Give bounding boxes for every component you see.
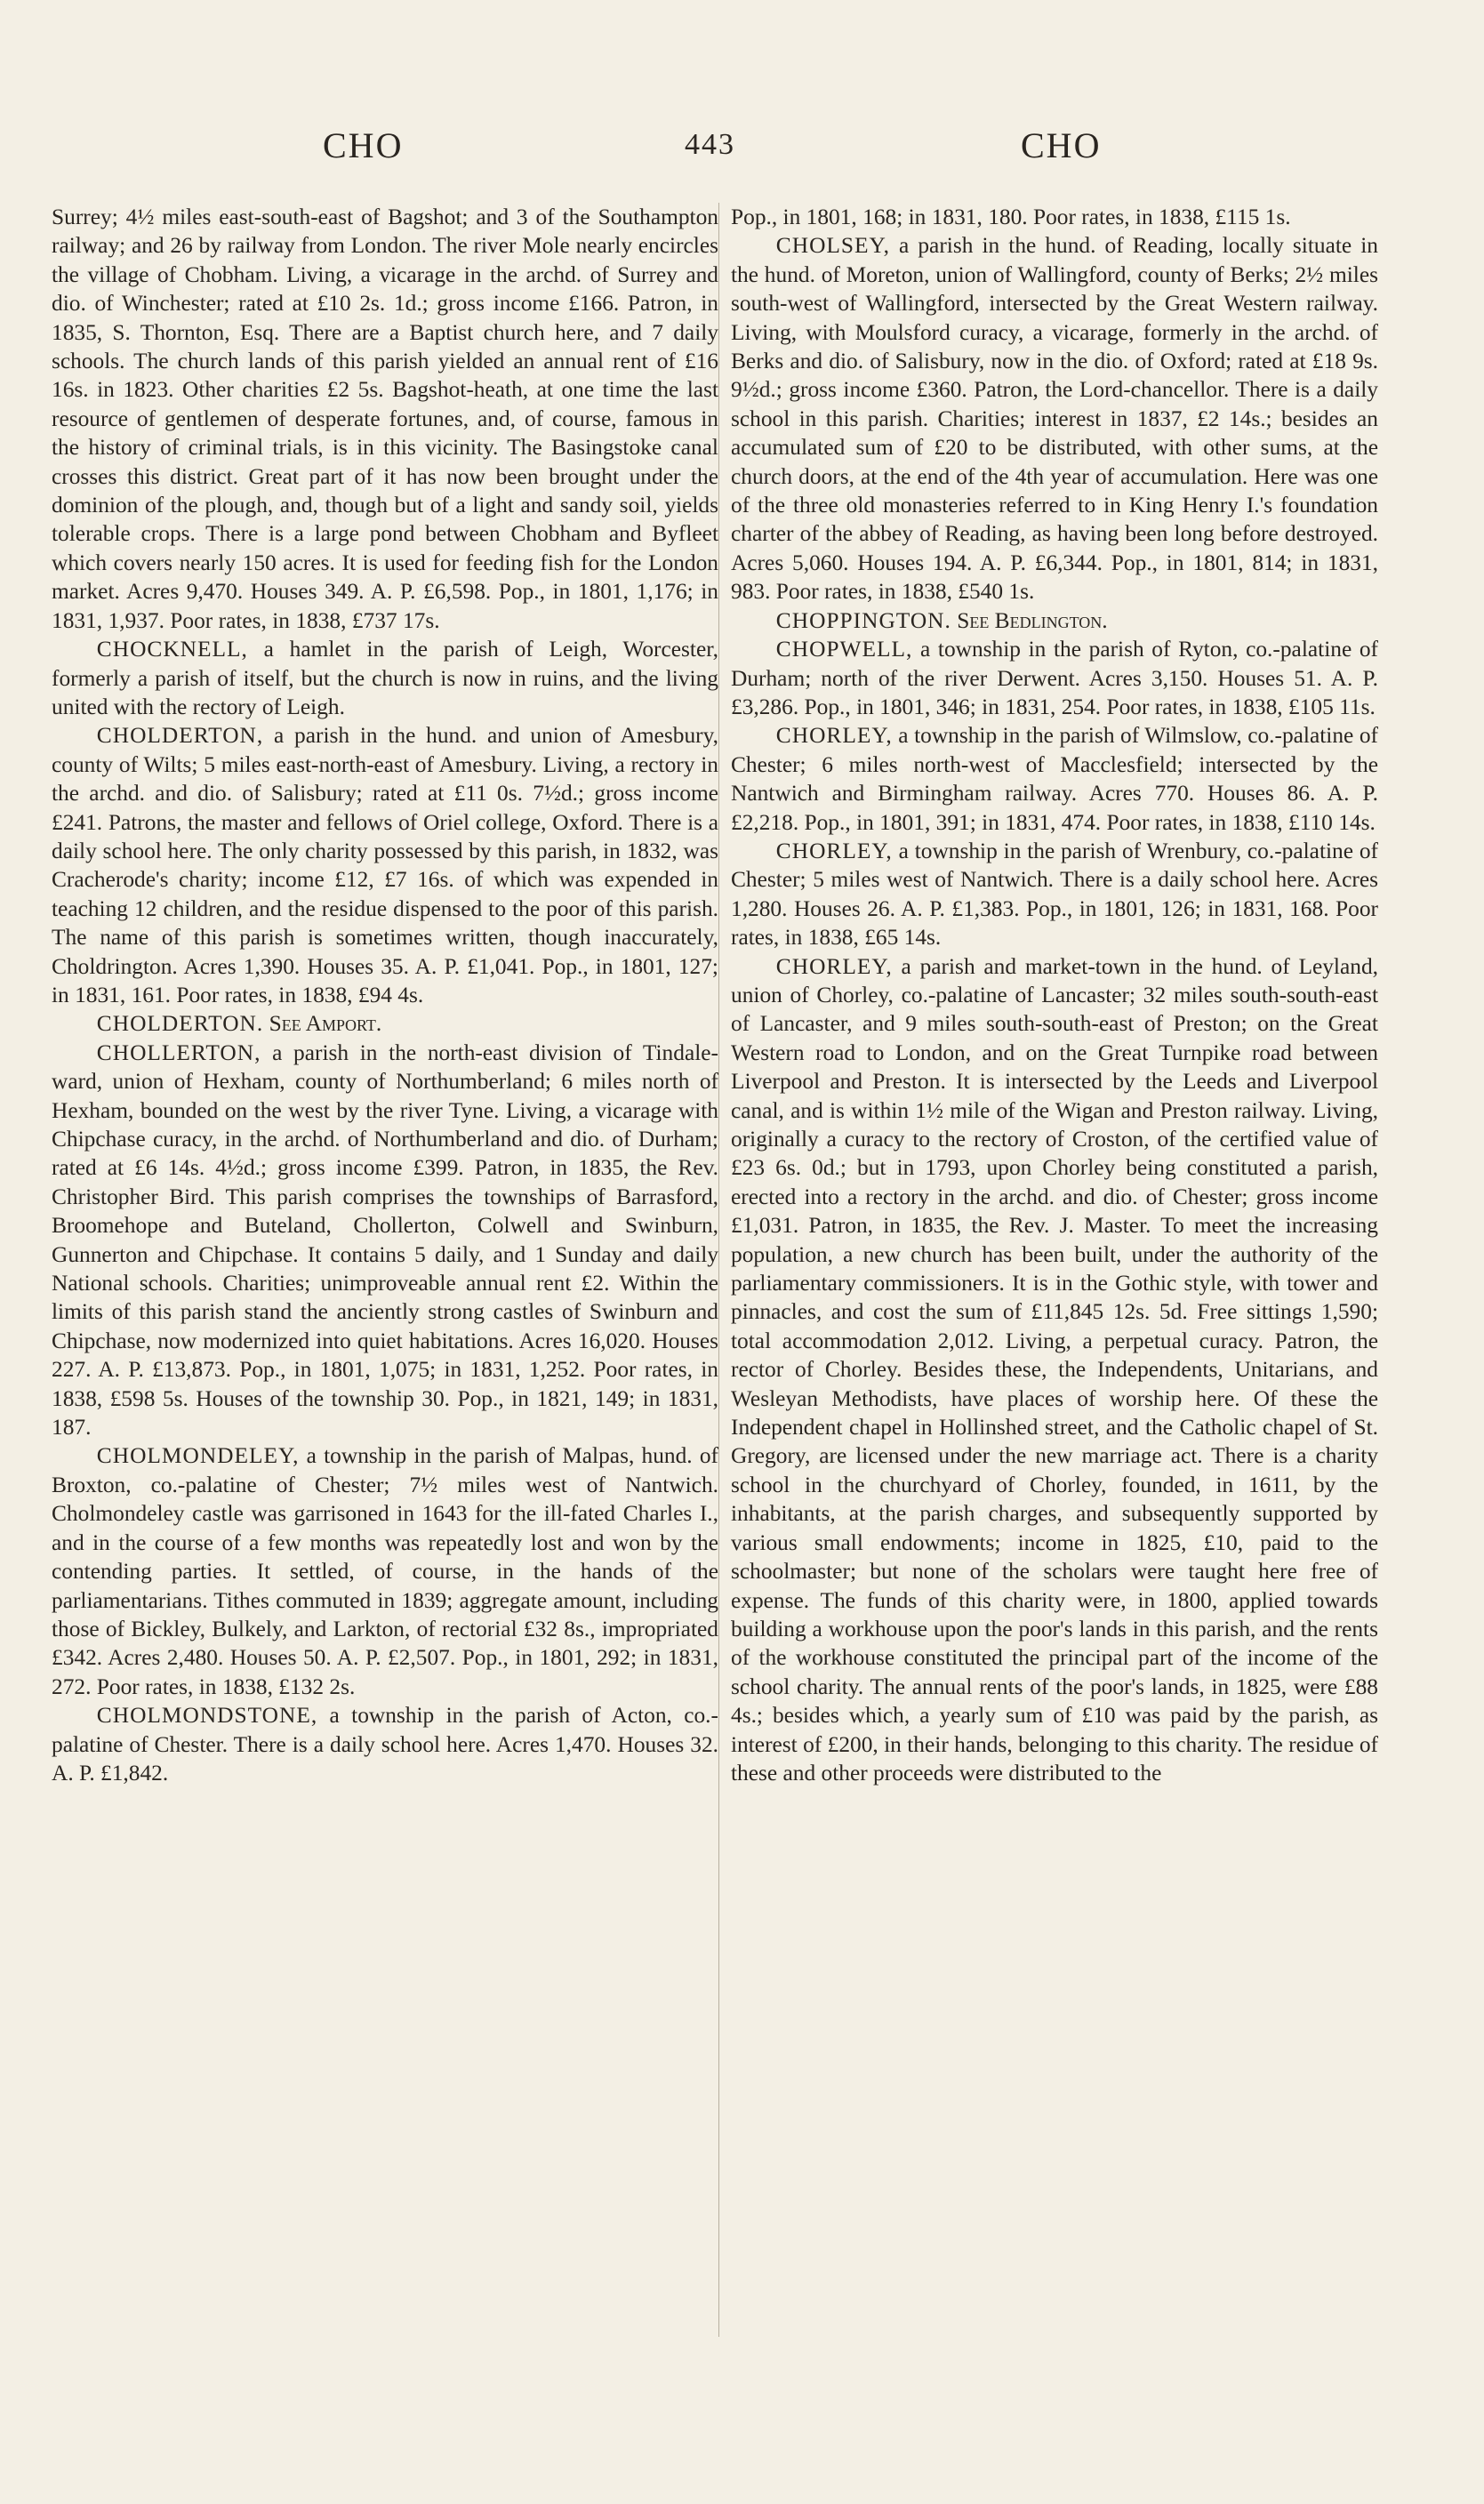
entry-text: a township in the parish of Wrenbury, co.-palatine of Chester; 5 miles west of Nantwich. There is a daily school here. Acres 1,280. Houses 26. A. P. £1,383. Pop., in 1801, 126; in 1831, 168. Poor rates, in 1838, £65 14s. [731, 838, 1378, 951]
entry-headword: CHOLSEY, [775, 233, 890, 259]
entry-headword: CHOPWELL, [775, 637, 913, 662]
gazetteer-entry [731, 952, 1378, 1788]
gazetteer-entry [52, 1009, 718, 1038]
entry-text: a parish in the north-east division of Tindale-ward, union of Hexham, county of Northumberland; 6 miles north of Hexham, bounded on the west by the river Tyne. Living, a vicarage with Chipchase curacy, in the archd. of Northumberland and dio. of Durham; rated at £6 14s. 4½d.; gross income £399. Patron, in 1835, the Rev. Christopher Bird. This parish comprises the townships of Barrasford, Broomehope and Buteland, Chollerton, Colwell and Swinburn, Gunnerton and Chipchase. It contains 5 daily, and 1 Sunday and daily National schools. Charities; unimproveable annual rent £2. Within the limits of this parish stand the anciently strong castles of Swinburn and Chipchase, now modernized into quiet habitations. Acres 16,020. Houses 227. A. P. £13,873. Pop., in 1801, 1,075; in 1831, 1,252. Poor rates, in 1838, £598 5s. Houses of the township 30. Pop., in 1821, 149; in 1831, 187. [52, 1039, 718, 1441]
column-divider [718, 203, 719, 2337]
gazetteer-entry [731, 231, 1378, 606]
gazetteer-entry [731, 606, 1378, 635]
entry-text: See Amport. [263, 1011, 382, 1037]
gazetteer-entry [52, 721, 718, 1009]
gazetteer-entry [731, 837, 1378, 952]
entry-text: a township in the parish of Ryton, co.-palatine of Durham; north of the river Derwent. Acres 3,150. Houses 51. A. P. £3,286. Pop., in 1801, 346; in 1831, 254. Poor rates, in 1838, £105 11s. [731, 637, 1378, 719]
gazetteer-entry [731, 635, 1378, 721]
entry-text: a parish in the hund. of Reading, locally situate in the hund. of Moreton, union of Wallingford, county of Berks; 2½ miles south-west of Wallingford, intersected by the Great Western railway. Living, with Moulsford curacy, a vicarage, formerly in the archd. of Berks and dio. of Salisbury, now in the dio. of Oxford; rated at £18 9s. 9½d.; gross income £360. Patron, the Lord-chancellor. There is a daily school in this parish. Charities; interest in 1837, £2 14s.; besides an accumulated sum of £20 to be distributed, with other sums, at the church doors, at the end of the 4th year of accumulation. Here was one of the three old monasteries referred to in King Henry I.'s foundation charter of the abbey of Reading, as having been long before destroyed. Acres 5,060. Houses 194. A. P. £6,344. Pop., in 1801, 814; in 1831, 983. Poor rates, in 1838, £540 1s. [731, 233, 1378, 605]
gazetteer-entry [52, 1701, 718, 1787]
entry-text: a township in the parish of Wilmslow, co.-palatine of Chester; 6 miles north-west of Macclesfield; intersected by the Nantwich and Birmingham railway. Acres 770. Houses 86. A. P. £2,218. Pop., in 1801, 391; in 1831, 474. Poor rates, in 1838, £110 14s. [731, 723, 1378, 835]
running-head-right: CHO [1021, 125, 1102, 165]
entry-headword: CHORLEY, [775, 723, 893, 749]
entry-headword: CHOLDERTON, [96, 723, 264, 749]
entry-text: a parish in the hund. and union of Amesbury, county of Wilts; 5 miles east-north-east of Amesbury. Living, a rectory in the archd. and dio. of Salisbury; rated at £11 0s. 7½d.; gross income £241. Patrons, the master and fellows of Oriel college, Oxford. There is a daily school here. The only charity possessed by this parish, in 1832, was Cracherode's charity; income £12, £7 16s. of which was expended in teaching 12 children, and the residue dispensed to the poor of this parish. The name of this parish is sometimes written, though inaccurately, Choldrington. Acres 1,390. Houses 35. A. P. £1,041. Pop., in 1801, 127; in 1831, 161. Poor rates, in 1838, £94 4s. [52, 723, 718, 1007]
entry-headword: CHORLEY, [775, 953, 893, 979]
running-header [0, 124, 1484, 178]
entry-headword: CHOLLERTON, [96, 1039, 261, 1065]
right-column [731, 203, 1378, 1787]
entry-headword: CHORLEY, [775, 838, 893, 863]
running-head-left: CHO [323, 125, 404, 165]
entry-text: a hamlet in the parish of Leigh, Worcester, formerly a parish of itself, but the church is now in ruins, and the living united with the rectory of Leigh. [52, 637, 718, 719]
entry-text: a township in the parish of Acton, co.-palatine of Chester. There is a daily school here. Acres 1,470. Houses 32. A. P. £1,842. [52, 1703, 718, 1786]
entry-text: a parish and market-town in the hund. of Leyland, union of Chorley, co.-palatine of Lancaster; 32 miles south-south-east of Lancaster, and 9 miles south-south-east of Preston; on the Great Western road to London, and on the Great Turnpike road between Liverpool and Preston. It is intersected by the Leeds and Liverpool canal, and is within 1½ mile of the Wigan and Preston railway. Living, originally a curacy to the rectory of Croston, of the certified value of £23 6s. 0d.; but in 1793, upon Chorley being constituted a parish, erected into a rectory in the archd. and dio. of Chester; gross income £1,031. Patron, in 1835, the Rev. J. Master. To meet the increasing population, a new church has been built, under the authority of the parliamentary commissioners. It is in the Gothic style, with tower and pinnacles, and cost the sum of £11,845 12s. 5d. Free sittings 1,590; total accommodation 2,012. Living, a perpetual curacy. Patron, the rector of Chorley. Besides these, the Independents, Unitarians, and Wesleyan Methodists, have places of worship here. Of these the Independent chapel in Hollinshed street, and the Catholic chapel of St. Gregory, are licensed under the new marriage act. There is a charity school in the churchyard of Chorley, founded, in 1611, by the inhabitants, at the parish charges, and subsequently supported by various small endowments; income in 1825, £10, paid to the schoolmaster; but none of the scholars were taught here free of expense. The funds of this charity were, in 1800, applied towards building a workhouse upon the poor's lands in this parish, and the rents of the workhouse constituted the principal part of the income of the school charity. The annual rents of the poor's lands, in 1825, were £88 4s.; besides which, a yearly sum of £10 was paid by the parish, as interest of £200, in their hands, belonging to this charity. The residue of these and other proceeds were distributed to the [731, 953, 1378, 1786]
gazetteer-entry: Surrey; 4½ miles east-south-east of Bagshot; and 3 of the Southampton railway; and 26 by railway from London. The river Mole nearly encircles the village of Chobham. Living, a vicarage in the archd. of Surrey and dio. of Winchester; rated at £10 2s. 1d.; gross income £166. Patron, in 1835, S. Thornton, Esq. There are a Baptist church here, and 7 daily schools. The church lands of this parish yielded an annual rent of £16 16s. in 1823. Other charities £2 5s. Bagshot-heath, at one time the last resource of gentlemen of desperate fortunes, and, of course, famous in the history of criminal trials, is in this vicinity. The Basingstoke canal crosses this district. Great part of it has now been brought under the dominion of the plough, and, though but of a light and sandy soil, yields tolerable crops. There is a large pond between Chobham and Byfleet which covers nearly 150 acres. It is used for feeding fish for the London market. Acres 9,470. Houses 349. A. P. £6,598. Pop., in 1801, 1,176; in 1831, 1,937. Poor rates, in 1838, £737 17s. [52, 205, 718, 633]
entry-headword: CHOPPINGTON. [775, 607, 951, 633]
page-number: 443 [685, 128, 735, 161]
gazetteer-entry [52, 1039, 718, 1442]
entry-text: See Bedlington. [951, 607, 1108, 633]
gazetteer-entry [52, 635, 718, 721]
entry-headword: CHOLMONDELEY, [96, 1443, 300, 1469]
entry-headword: CHOCKNELL, [96, 637, 248, 662]
left-column [52, 203, 718, 1787]
entry-headword: CHOLMONDSTONE, [96, 1703, 318, 1729]
gazetteer-entry [52, 1441, 718, 1701]
gazetteer-entry [731, 721, 1378, 837]
entry-text: a township in the parish of Malpas, hund. of Broxton, co.-palatine of Chester; 7½ miles west of Nantwich. Cholmondeley castle was garrisoned in 1643 for the ill-fated Charles I., and in the course of a few months was repeatedly lost and won by the contending parties. It settled, of course, in the hands of the parliamentarians. Tithes commuted in 1839; aggregate amount, including those of Bickley, Bulkely, and Larkton, of rectorial £32 8s., impropriated £342. Acres 2,480. Houses 50. A. P. £2,507. Pop., in 1801, 292; in 1831, 272. Poor rates, in 1838, £132 2s. [52, 1443, 718, 1699]
entry-headword: CHOLDERTON. [96, 1011, 264, 1037]
gazetteer-entry: Pop., in 1801, 168; in 1831, 180. Poor rates, in 1838, £115 1s. [731, 205, 1291, 229]
